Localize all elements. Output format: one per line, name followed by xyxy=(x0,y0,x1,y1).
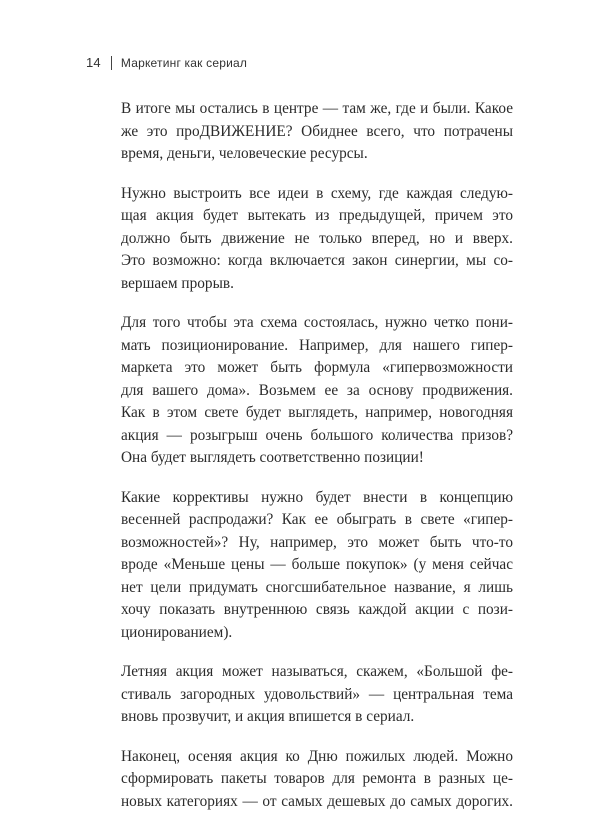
text-line: щая акция будет вытекать из предыдущей, причем это xyxy=(121,207,513,224)
text-line: хочу показать внутреннюю связь каждой акции с пози- xyxy=(121,601,513,618)
book-title: Маркетинг как сериал xyxy=(120,55,248,70)
text-line: Нужно выстроить все идеи в схему, где каждая следую- xyxy=(121,184,513,202)
page-number: 14 xyxy=(86,55,101,70)
text-line: сформировать пакеты товаров для ремонта в разных це- xyxy=(121,770,513,787)
text-line: время, деньги, человеческие ресурсы. xyxy=(121,145,368,162)
text-line: Как в этом свете будет выглядеть, например, новогодняя xyxy=(121,404,513,421)
text-line: Это возможно: когда включается закон синергии, мы со- xyxy=(121,252,513,269)
text-line: должно быть движение не только вперед, но и вверх. xyxy=(121,229,513,247)
text-line: Какие коррективы нужно будет внести в концепцию xyxy=(121,488,513,506)
header-divider xyxy=(111,56,112,70)
paragraph xyxy=(121,312,513,470)
text-line: акция — розыгрыш очень большого количества призов? xyxy=(121,426,513,444)
text-line: новых категориях — от самых дешевых до самых дорогих. xyxy=(121,792,513,810)
text-line: возможностей»? Ну, например, это может быть что-то xyxy=(121,533,513,551)
body-text xyxy=(121,98,513,830)
paragraph xyxy=(121,183,513,296)
paragraph xyxy=(121,746,513,814)
text-line: нет цели придумать сногсшибательное название, я лишь xyxy=(121,578,513,596)
text-line: вершаем прорыв. xyxy=(121,274,234,292)
text-line: стиваль загородных удовольствий» — центральная тема xyxy=(121,685,513,703)
text-line: весенней распродажи? Как ее обыграть в свете «гипер- xyxy=(121,511,513,528)
text-line: ционированием). xyxy=(121,623,233,641)
text-line: Для того чтобы эта схема состоялась, нужно четко пони- xyxy=(121,314,513,331)
text-line: В итоге мы остались в центре — там же, где и были. Какое xyxy=(121,100,513,117)
paragraph xyxy=(121,98,513,166)
text-line: для вашего дома». Возьмем ее за основу продвижения. xyxy=(121,381,513,399)
text-line: вроде «Меньше цены — больше покупок» (у меня сейчас xyxy=(121,556,513,573)
text-line: вновь прозвучит, и акция впишется в сериал. xyxy=(121,708,415,725)
text-line: маркета это может быть формула «гипервозможности xyxy=(121,359,513,376)
paragraph xyxy=(121,661,513,729)
text-line: же это проДВИЖЕНИЕ? Обиднее всего, что потрачены xyxy=(121,122,513,140)
text-line: Летняя акция может называться, скажем, «Большой фе- xyxy=(121,663,513,680)
text-line: Она будет выглядеть соответственно позиции! xyxy=(121,449,424,466)
paragraph xyxy=(121,487,513,645)
text-line: Наконец, осеняя акция ко Дню пожилых людей. Можно xyxy=(121,747,513,765)
running-header xyxy=(86,55,247,70)
text-line: мать позиционирование. Например, для нашего гипер- xyxy=(121,336,513,354)
